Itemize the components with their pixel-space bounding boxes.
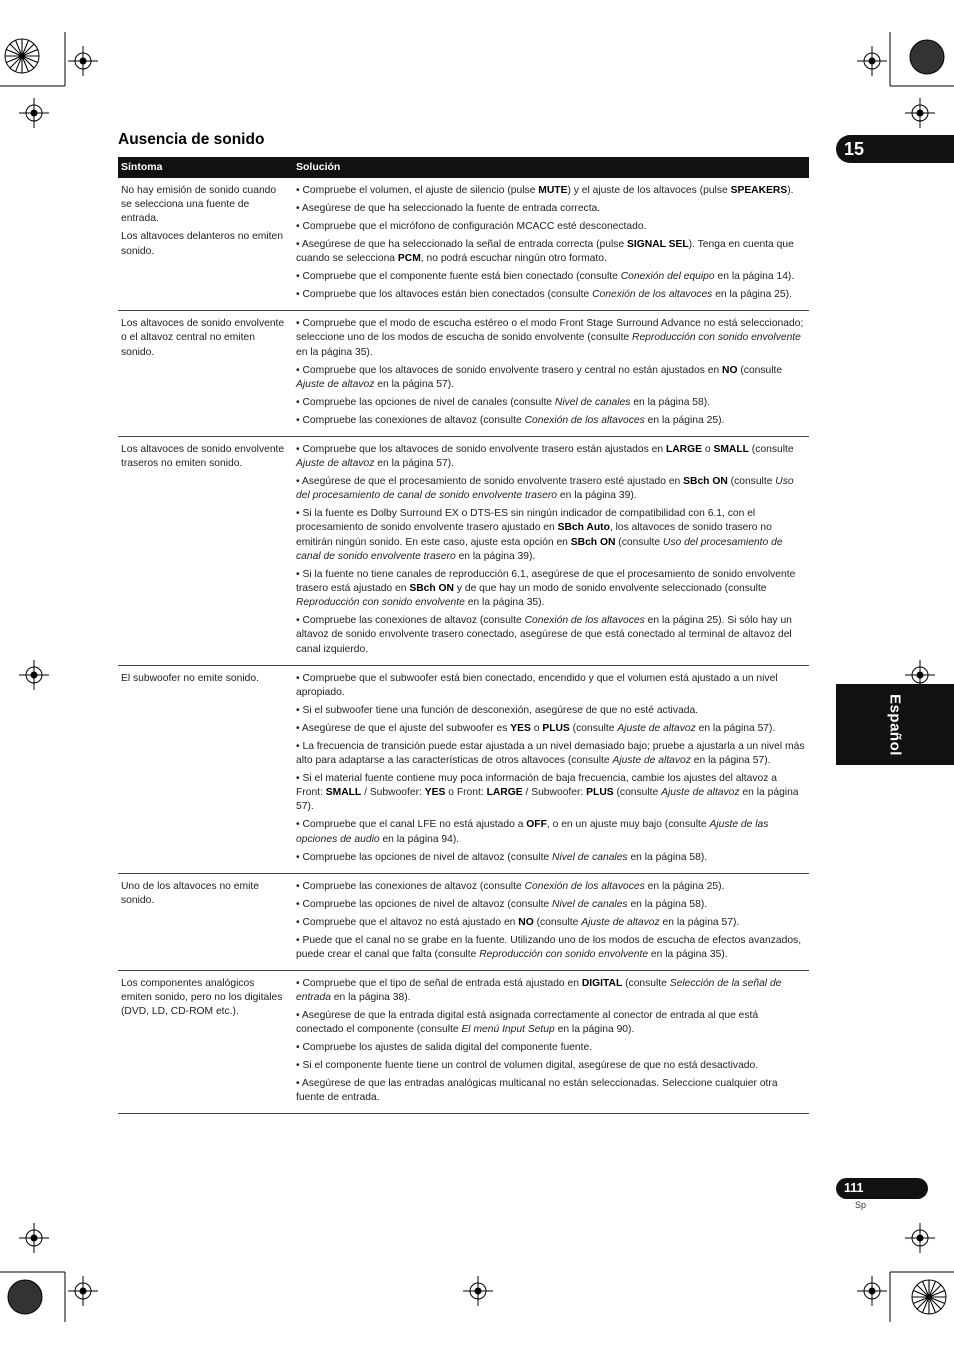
section-title: Ausencia de sonido [118,131,265,148]
solution-item: • Compruebe las opciones de nivel de canales (consulte Nivel de canales en la página 58). [296,396,711,408]
solution-item: • Compruebe las conexiones de altavoz (consulte Conexión de los altavoces en la página 25). [296,414,725,426]
solution-item: • Puede que el canal no se grabe en la fuente. Utilizando uno de los modos de escucha de efectos avanzados, puede crear el canal que falta (consulte Reproducción con sonido envolvente en la página 35). [296,934,802,960]
symptom-text: No hay emisión de sonido cuando se selecciona una fuente de entrada. [121,185,277,225]
symptom-cell [118,665,293,873]
solution-item: • Compruebe las opciones de nivel de altavoz (consulte Nivel de canales en la página 58). [296,851,708,863]
solution-item: • Compruebe que el micrófono de configuración MCACC esté desconectado. [296,221,647,232]
symptom-text: Los altavoces delanteros no emiten sonido. [121,231,283,257]
troubleshooting-table [118,157,809,1114]
solution-item: • Asegúrese de que el procesamiento de sonido envolvente trasero esté ajustado en SBch ON (consulte Uso del procesamiento de canal de sonido envolvente trasero en la página 39). [296,476,794,502]
solution-item: • Compruebe que el modo de escucha estéreo o el modo Front Stage Surround Advance no está seleccionado; seleccione uno de los modos de escucha de sonido envolvente (consulte Reproducción con sonido envolvente en la página 35). [296,318,804,358]
symptom-cell [118,178,293,311]
page-number: 111 [836,1178,928,1199]
solution-cell [293,665,809,873]
solution-item: • Asegúrese de que las entradas analógicas multicanal no están seleccionadas. Seleccione cualquier otra fuente de entrada. [296,1078,778,1104]
solution-item: • Compruebe que el subwoofer está bien conectado, encendido y que el volumen está ajustado a un nivel apropiado. [296,672,778,698]
table-row [118,970,809,1114]
solution-item: • Compruebe que el componente fuente está bien conectado (consulte Conexión del equipo en la página 14). [296,271,795,283]
table-row [118,665,809,873]
solution-item: • Si el componente fuente tiene un control de volumen digital, asegúrese de que no está desactivado. [296,1060,759,1072]
solution-item: • Asegúrese de que el ajuste del subwoofer es YES o PLUS (consulte Ajuste de altavoz en la página 57). [296,722,776,734]
page-language-code: Sp [855,1200,867,1210]
solution-item: • Compruebe los ajustes de salida digital del componente fuente. [296,1042,593,1054]
language-tab [836,684,954,765]
solution-cell [293,436,809,665]
solution-item: • Asegúrese de que la entrada digital está asignada correctamente al conector de entrada al que está conectado el componente (consulte El menú Input Setup en la página 90). [296,1010,759,1036]
solution-cell [293,311,809,437]
language-tab-label: Español [886,693,904,756]
solution-item: • Compruebe que el canal LFE no está ajustado a OFF, o en un ajuste muy bajo (consulte Ajuste de las opciones de audio en la página 94). [296,819,769,845]
header-solution: Solución [293,157,809,178]
table-row [118,873,809,970]
solution-item: • Compruebe que el tipo de señal de entrada está ajustado en DIGITAL (consulte Selección de la señal de entrada en la página 38). [296,977,782,1004]
solution-item: • Compruebe que el altavoz no está ajustado en NO (consulte Ajuste de altavoz en la página 57). [296,916,740,928]
solution-item: • La frecuencia de transición puede estar ajustada a un nivel demasiado bajo; pruebe a ajustarla a un nivel más alto para adaptarse a las características de otros altavoces (consulte Ajuste de altavoz en la página 57). [296,740,805,767]
table-row [118,436,809,665]
table-row [118,311,809,437]
solution-item: • Compruebe las conexiones de altavoz (consulte Conexión de los altavoces en la página 25). Si sólo hay un altavoz de sonido envolvente trasero conectado, asegúrese de que está conectado al terminal de altavoz del canal izquierdo. [296,615,792,655]
symptom-text: Los altavoces de sonido envolvente o el altavoz central no emiten sonido. [121,318,285,358]
solution-item: • Compruebe que los altavoces de sonido envolvente trasero están ajustados en LARGE o SMALL (consulte Ajuste de altavoz en la página 57). [296,443,794,470]
symptom-cell [118,873,293,970]
solution-cell [293,970,809,1114]
solution-item: • Compruebe que los altavoces están bien conectados (consulte Conexión de los altavoces en la página 25). [296,289,792,301]
symptom-text: Uno de los altavoces no emite sonido. [121,880,259,906]
solution-item: • Compruebe que los altavoces de sonido envolvente trasero y central no están ajustados en NO (consulte Ajuste de altavoz en la página 57). [296,364,783,390]
solution-item: • Si la fuente no tiene canales de reproducción 6.1, asegúrese de que el procesamiento de sonido envolvente trasero está ajustado en SBch ON y de que hay un modo de sonido envolvente seleccionado (consulte Reproducción con sonido envolvente en la página 35). [296,568,796,609]
solution-item: • Si el material fuente contiene muy poca información de baja frecuencia, cambie los ajustes del altavoz a Front: SMALL / Subwoofer: YES o Front: LARGE / Subwoofer: PLUS (consulte Ajuste de altavoz en la página 57). [296,773,799,813]
solution-item: • Si el subwoofer tiene una función de desconexión, asegúrese de que no esté activada. [296,704,699,716]
solution-item: • Asegúrese de que ha seleccionado la señal de entrada correcta (pulse SIGNAL SEL). Tenga en cuenta que cuando se selecciona PCM, no podrá escuchar ningún otro formato. [296,239,794,265]
table-row [118,178,809,311]
solution-item: • Si la fuente es Dolby Surround EX o DTS-ES sin ningún indicador de compatibilidad con 6.1, con el procesamiento de sonido envolvente trasero ajustado en SBch Auto, los altavoces de sonido trasero no emitirán ningún sonido. En este caso, ajuste esta opción en SBch ON (consulte Uso del procesamiento de canal de sonido envolvente trasero en la página 39). [296,508,783,562]
chapter-number-tab: 15 [836,135,954,163]
solution-cell [293,178,809,311]
solution-item: • Compruebe las conexiones de altavoz (consulte Conexión de los altavoces en la página 25). [296,880,725,892]
solution-item: • Compruebe el volumen, el ajuste de silencio (pulse MUTE) y el ajuste de los altavoces (pulse SPEAKERS). [296,185,794,196]
header-symptom: Síntoma [118,157,293,178]
symptom-text: El subwoofer no emite sonido. [121,672,259,684]
solution-item: • Asegúrese de que ha seleccionado la fuente de entrada correcta. [296,203,601,214]
symptom-cell [118,436,293,665]
symptom-text: Los altavoces de sonido envolvente traseros no emiten sonido. [121,443,285,470]
table-header-row [118,157,809,178]
symptom-cell [118,311,293,437]
symptom-cell [118,970,293,1114]
table-body [118,178,809,1114]
solution-cell [293,873,809,970]
solution-item: • Compruebe las opciones de nivel de altavoz (consulte Nivel de canales en la página 58). [296,898,708,910]
symptom-text: Los componentes analógicos emiten sonido, pero no los digitales (DVD, LD, CD-ROM etc.). [121,977,283,1018]
